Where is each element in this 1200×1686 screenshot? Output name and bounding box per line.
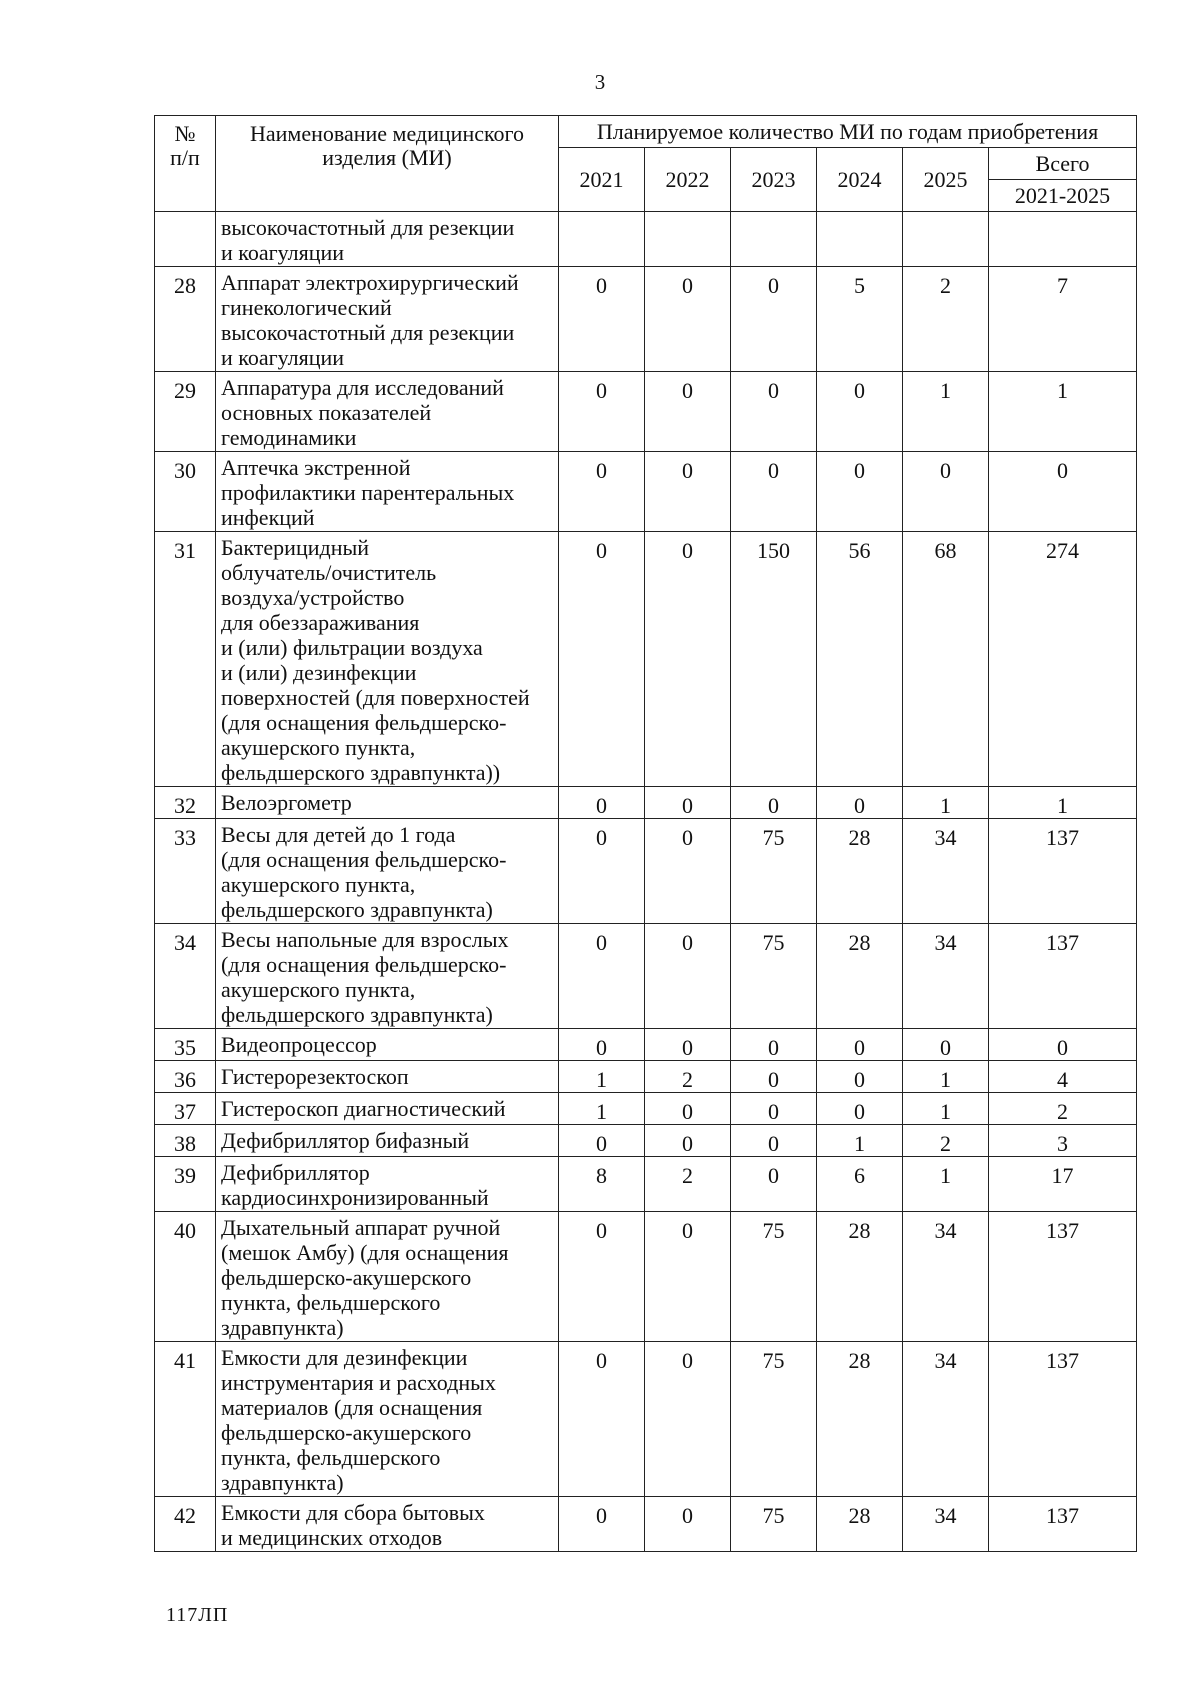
total-value: 7: [989, 267, 1137, 372]
device-name: [216, 212, 559, 267]
total-value: 3: [989, 1125, 1137, 1157]
device-name-text: Бактерицидный облучатель/очиститель воздуха/устройство для обеззараживания и (или) фильтрации воздуха и (или) дезинфекции поверхностей (для поверхностей (для оснащения фельдшерско- акушерского пункта, фельдшерского здравпункта)): [221, 535, 530, 785]
table-row: [155, 1061, 1137, 1093]
year-value: [731, 212, 817, 267]
year-value: 0: [645, 372, 731, 452]
year-value: 0: [645, 532, 731, 787]
device-name-text: Велоэргометр: [221, 790, 352, 815]
table-row: [155, 1125, 1137, 1157]
year-value: 2: [903, 267, 989, 372]
year-value: 34: [903, 1212, 989, 1342]
year-value: 0: [559, 532, 645, 787]
year-value: 75: [731, 819, 817, 924]
year-value: 28: [817, 924, 903, 1029]
row-number: 38: [155, 1125, 216, 1157]
year-value: 0: [559, 267, 645, 372]
year-value: 0: [559, 372, 645, 452]
device-name: [216, 1093, 559, 1125]
device-name: [216, 267, 559, 372]
header-device-name: [216, 116, 559, 212]
table-row: [155, 532, 1137, 787]
year-value: 0: [731, 1061, 817, 1093]
year-value: 0: [817, 1029, 903, 1061]
year-value: 28: [817, 819, 903, 924]
device-name-text: Дефибриллятор кардиосинхронизированный: [221, 1160, 489, 1210]
row-number: 29: [155, 372, 216, 452]
header-year: 2024: [817, 148, 903, 212]
device-name: [216, 924, 559, 1029]
year-value: 0: [559, 787, 645, 819]
year-value: 0: [731, 1093, 817, 1125]
row-number: 41: [155, 1342, 216, 1497]
header-device-name-label: Наименование медицинского изделия (МИ): [249, 121, 525, 170]
table-row: [155, 1093, 1137, 1125]
year-value: 0: [559, 924, 645, 1029]
device-name-text: Гистерорезектоскоп: [221, 1064, 409, 1089]
total-value: [989, 212, 1137, 267]
year-value: 34: [903, 1497, 989, 1552]
device-name-text: Весы напольные для взрослых (для оснащения фельдшерско- акушерского пункта, фельдшерского здравпункта): [221, 927, 509, 1027]
table-row: [155, 372, 1137, 452]
row-number: 31: [155, 532, 216, 787]
year-value: [559, 212, 645, 267]
table-row: [155, 1212, 1137, 1342]
year-value: 2: [645, 1061, 731, 1093]
header-planned-quantity-label: Планируемое количество МИ по годам приобретения: [596, 119, 1099, 144]
total-value: 137: [989, 819, 1137, 924]
device-name-text: Емкости для сбора бытовых и медицинских отходов: [221, 1500, 485, 1550]
year-value: 0: [903, 1029, 989, 1061]
device-name-text: Аппарат электрохирургический гинекологический высокочастотный для резекции и коагуляции: [221, 270, 519, 370]
year-value: 0: [731, 1157, 817, 1212]
header-total-range: 2021-2025: [989, 180, 1137, 212]
total-value: 1: [989, 787, 1137, 819]
year-value: 8: [559, 1157, 645, 1212]
year-value: 1: [903, 787, 989, 819]
device-name: [216, 1497, 559, 1552]
device-name: [216, 819, 559, 924]
year-value: 1: [559, 1061, 645, 1093]
total-value: 137: [989, 1342, 1137, 1497]
table-row: [155, 267, 1137, 372]
year-value: 0: [731, 452, 817, 532]
year-value: 75: [731, 1497, 817, 1552]
row-number: 30: [155, 452, 216, 532]
row-number: 33: [155, 819, 216, 924]
year-value: 0: [817, 452, 903, 532]
year-value: 0: [645, 924, 731, 1029]
year-value: 0: [559, 819, 645, 924]
row-number: 28: [155, 267, 216, 372]
year-value: 1: [903, 1061, 989, 1093]
header-row-number-label: № п/п: [170, 121, 200, 170]
row-number: 35: [155, 1029, 216, 1061]
device-name-text: Дыхательный аппарат ручной (мешок Амбу) (для оснащения фельдшерско-акушерского пункта, фельдшерского здравпункта): [221, 1215, 509, 1340]
device-name: [216, 1125, 559, 1157]
year-value: 0: [731, 267, 817, 372]
total-value: 2: [989, 1093, 1137, 1125]
device-name-text: Аптечка экстренной профилактики парентеральных инфекций: [221, 455, 515, 530]
device-name-text: Гистероскоп диагностический: [221, 1096, 506, 1121]
document-code: 117ЛП: [166, 1604, 229, 1626]
year-value: 0: [731, 1029, 817, 1061]
device-name: [216, 1157, 559, 1212]
year-value: 34: [903, 1342, 989, 1497]
year-value: 1: [559, 1093, 645, 1125]
header-row-number: [155, 116, 216, 212]
year-value: 0: [645, 1029, 731, 1061]
year-value: 0: [645, 819, 731, 924]
device-name: [216, 372, 559, 452]
row-number: [155, 212, 216, 267]
year-value: 1: [903, 1093, 989, 1125]
year-value: 28: [817, 1497, 903, 1552]
table-row: [155, 1342, 1137, 1497]
year-value: 0: [645, 787, 731, 819]
total-value: 1: [989, 372, 1137, 452]
device-name: [216, 1029, 559, 1061]
year-value: 0: [559, 1342, 645, 1497]
table-row: [155, 924, 1137, 1029]
total-value: 137: [989, 924, 1137, 1029]
table-row: [155, 212, 1137, 267]
table-row: [155, 1157, 1137, 1212]
total-value: 17: [989, 1157, 1137, 1212]
device-name: [216, 452, 559, 532]
year-value: 28: [817, 1212, 903, 1342]
year-value: 0: [731, 1125, 817, 1157]
device-name-text: Емкости для дезинфекции инструментария и расходных материалов (для оснащения фельдшерско-акушерского пункта, фельдшерского здравпункта): [221, 1345, 496, 1495]
year-value: 0: [645, 1342, 731, 1497]
year-value: 34: [903, 924, 989, 1029]
year-value: 1: [817, 1125, 903, 1157]
row-number: 34: [155, 924, 216, 1029]
year-value: [817, 212, 903, 267]
device-name-text: Видеопроцессор: [221, 1032, 377, 1057]
header-total: Всего: [989, 148, 1137, 180]
year-value: 0: [817, 372, 903, 452]
year-value: 75: [731, 1342, 817, 1497]
year-value: 0: [645, 1125, 731, 1157]
year-value: 0: [559, 1029, 645, 1061]
table-row: [155, 1029, 1137, 1061]
year-value: 0: [645, 1212, 731, 1342]
header-planned-quantity: [559, 116, 1137, 148]
year-value: 34: [903, 819, 989, 924]
year-value: 1: [903, 372, 989, 452]
device-name: [216, 1061, 559, 1093]
year-value: 0: [559, 1497, 645, 1552]
device-name-text: Весы для детей до 1 года (для оснащения фельдшерско- акушерского пункта, фельдшерского здравпункта): [221, 822, 507, 922]
year-value: 0: [817, 1093, 903, 1125]
table-row: [155, 787, 1137, 819]
total-value: 137: [989, 1497, 1137, 1552]
year-value: 0: [817, 787, 903, 819]
row-number: 37: [155, 1093, 216, 1125]
total-value: 0: [989, 1029, 1137, 1061]
year-value: 68: [903, 532, 989, 787]
year-value: 0: [731, 787, 817, 819]
table-row: [155, 1497, 1137, 1552]
year-value: 0: [645, 452, 731, 532]
year-value: [903, 212, 989, 267]
total-value: 137: [989, 1212, 1137, 1342]
year-value: 75: [731, 924, 817, 1029]
year-value: 56: [817, 532, 903, 787]
device-name: [216, 1342, 559, 1497]
year-value: 75: [731, 1212, 817, 1342]
total-value: 274: [989, 532, 1137, 787]
year-value: 1: [903, 1157, 989, 1212]
header-year: 2025: [903, 148, 989, 212]
page-number: 3: [594, 70, 606, 94]
device-name-text: Дефибриллятор бифазный: [221, 1128, 470, 1153]
header-year: 2022: [645, 148, 731, 212]
total-value: 0: [989, 452, 1137, 532]
year-value: 2: [903, 1125, 989, 1157]
year-value: 6: [817, 1157, 903, 1212]
row-number: 40: [155, 1212, 216, 1342]
year-value: 2: [645, 1157, 731, 1212]
year-value: 0: [645, 267, 731, 372]
year-value: 0: [559, 1125, 645, 1157]
device-name: [216, 1212, 559, 1342]
total-value: 4: [989, 1061, 1137, 1093]
table-row: [155, 819, 1137, 924]
year-value: [645, 212, 731, 267]
header-year: 2023: [731, 148, 817, 212]
medical-devices-table: [154, 115, 1137, 1552]
year-value: 0: [645, 1093, 731, 1125]
year-value: 5: [817, 267, 903, 372]
table-body: [155, 212, 1137, 1552]
device-name: [216, 532, 559, 787]
device-name-text: высокочастотный для резекции и коагуляции: [221, 215, 515, 265]
year-value: 0: [559, 452, 645, 532]
year-value: 28: [817, 1342, 903, 1497]
row-number: 32: [155, 787, 216, 819]
table-row: [155, 452, 1137, 532]
year-value: 0: [645, 1497, 731, 1552]
year-value: 0: [903, 452, 989, 532]
year-value: 0: [731, 372, 817, 452]
row-number: 39: [155, 1157, 216, 1212]
device-name: [216, 787, 559, 819]
year-value: 150: [731, 532, 817, 787]
header-year: 2021: [559, 148, 645, 212]
device-name-text: Аппаратура для исследований основных показателей гемодинамики: [221, 375, 504, 450]
year-value: 0: [817, 1061, 903, 1093]
year-value: 0: [559, 1212, 645, 1342]
row-number: 42: [155, 1497, 216, 1552]
row-number: 36: [155, 1061, 216, 1093]
